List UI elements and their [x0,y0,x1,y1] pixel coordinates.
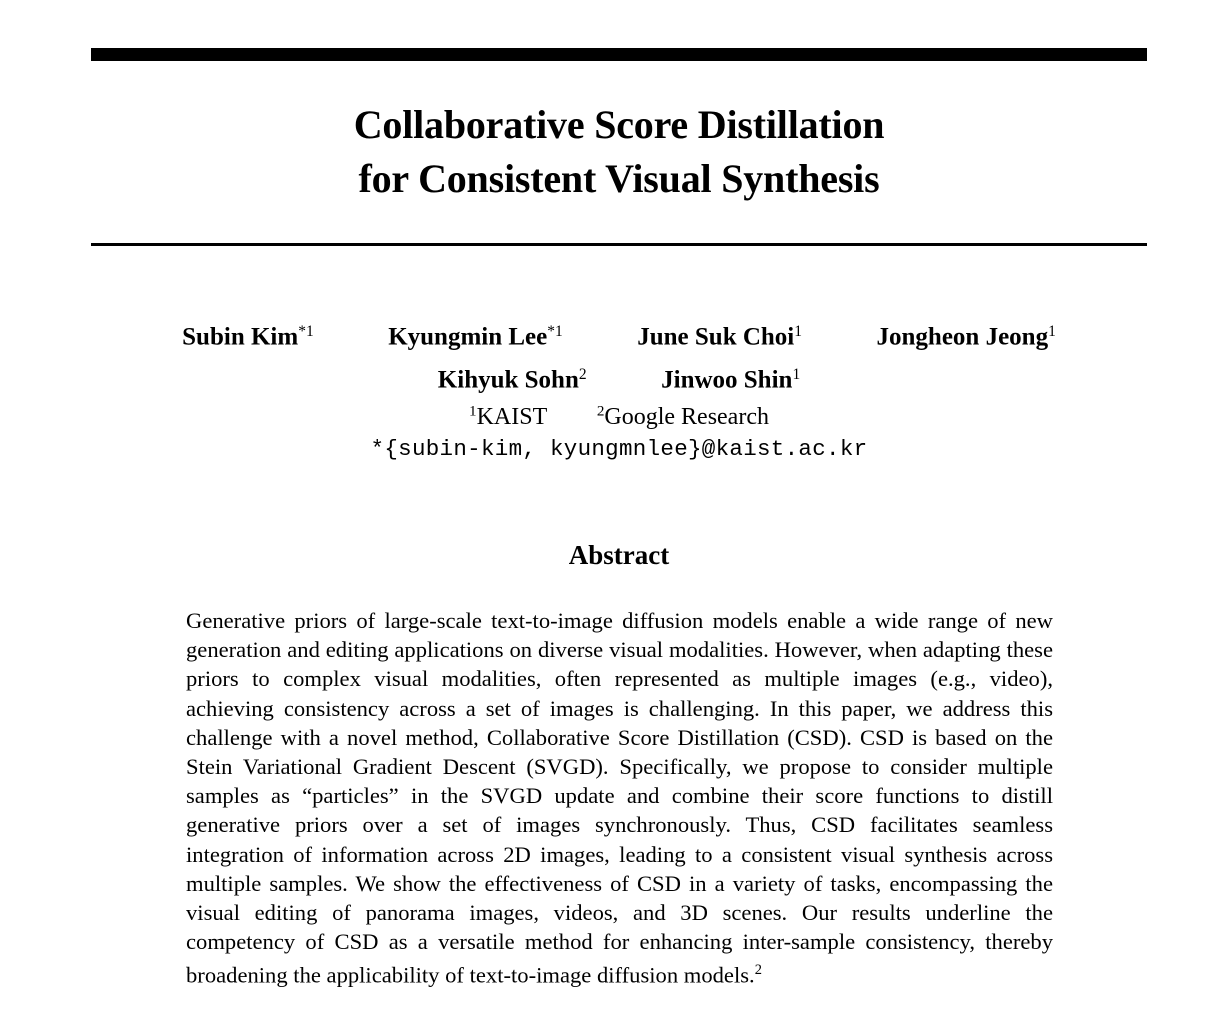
author-jongheon-jeong [877,313,1056,356]
affiliation-list [91,396,1147,433]
affiliation-marker: 2 [596,404,605,420]
title-rule-thin [91,243,1147,246]
abstract-heading: Abstract [568,540,670,570]
page-title [91,98,1147,206]
author-name: June Suk Choi [637,323,795,351]
author-jinwoo-shin [661,356,800,399]
author-affiliation-marker: 2 [578,365,587,383]
title-line-2: for Consistent Visual Synthesis [358,156,880,201]
contact-email: *{subin-kim, kyungmnlee}@kaist.ac.kr [370,436,868,462]
author-kyungmin-lee [388,313,563,356]
affiliation-google-research [597,404,769,430]
author-list [91,313,1147,398]
abstract-body [186,606,1053,990]
author-june-suk-choi [637,313,802,356]
affiliation-marker: 1 [469,404,477,420]
author-row-1 [91,313,1147,356]
author-affiliation-marker: 1 [792,365,801,383]
title-line-1: Collaborative Score Distillation [353,102,885,147]
author-affiliation-marker: 1 [794,323,803,340]
author-name: Jongheon Jeong [876,323,1049,351]
header-rule-thick [91,48,1147,61]
author-name: Subin Kim [182,323,299,351]
author-affiliation-marker: *1 [298,323,314,340]
author-affiliation-marker: 1 [1048,323,1056,340]
affiliation-name: KAIST [476,404,547,431]
author-affiliation-marker: *1 [547,323,563,340]
author-subin-kim [182,313,314,356]
author-name: Kihyuk Sohn [437,366,579,394]
author-row-2 [91,356,1147,399]
abstract-footnote-marker: 2 [754,962,762,979]
author-kihyuk-sohn [438,356,587,399]
author-name: Jinwoo Shin [661,366,793,394]
author-name: Kyungmin Lee [388,323,548,351]
affiliation-kaist [469,404,547,430]
abstract-text: Generative priors of large-scale text-to-image diffusion models enable a wide range of new generation and editing applications on diverse visual modalities. However, when adapting these priors to complex visual modalities, often represented as multiple images (e.g., video), achieving consistency across a set of images is challenging. In this paper, we address this challenge with a novel method, Collaborative Score Distillation (CSD). CSD is based on the Stein Variational Gradient Descent (SVGD). Specifically, we propose to consider multiple samples as “particles” in the SVGD update and combine their score functions to distill generative priors over a set of images synchronously. Thus, CSD facilitates seamless integration of information across 2D images, leading to a consistent visual synthesis across multiple samples. We show the effectiveness of CSD in a variety of tasks, encompassing the visual editing of panorama images, videos, and 3D scenes. Our results underline the competency of CSD as a versatile method for enhancing inter-sample consistency, thereby broadening the applicability of text-to-image diffusion models. [186,608,1053,988]
affiliation-name: Google Research [604,404,769,431]
